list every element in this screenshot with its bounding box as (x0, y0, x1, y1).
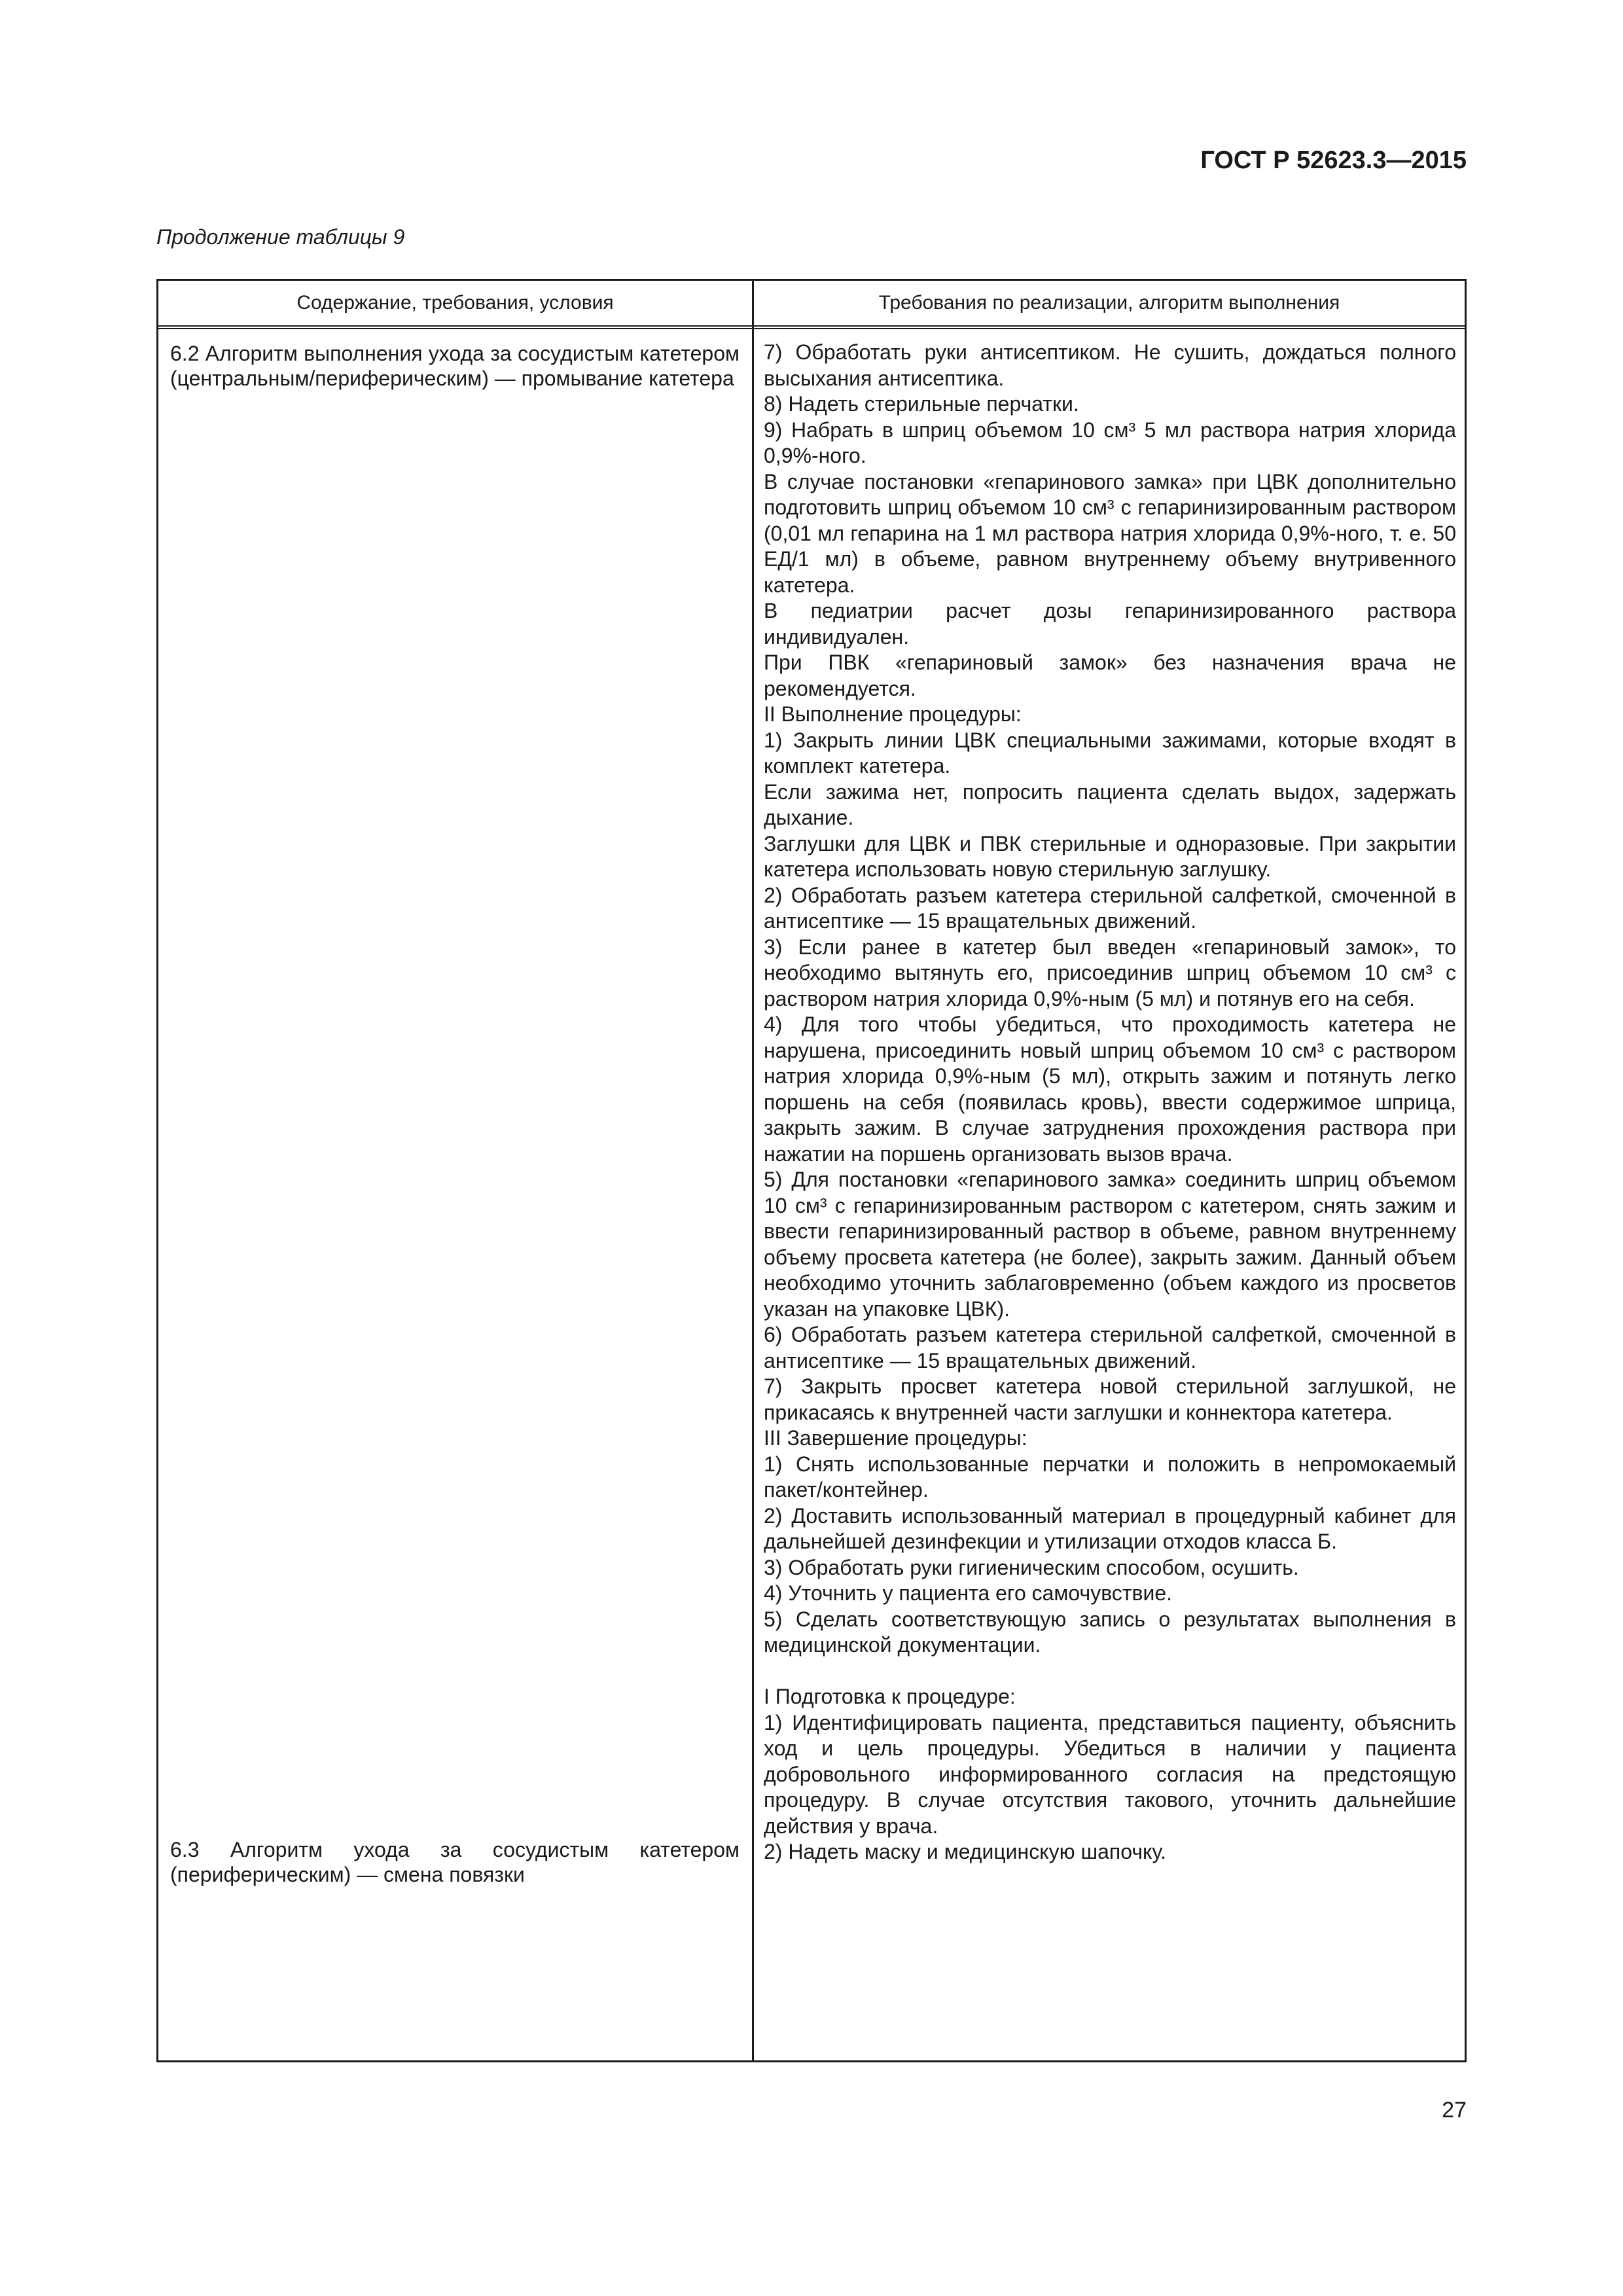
document-code: ГОСТ Р 52623.3—2015 (1200, 147, 1467, 174)
list-item: В случае постановки «гепаринового замка» при ЦВК дополнительно подготовить шприц объемом 10 см³ с гепаринизированным раствором (0,01 мл гепарина на 1 мл раствора натрия хлорида 0,9%-ного, т. е. 50 ЕД/1 мл) в объеме, равном внутреннему объему внутривенного катетера. (764, 469, 1456, 597)
column-header-conditions: Содержание, требования, условия (296, 292, 614, 314)
list-item: 1) Закрыть линии ЦВК специальными зажимами, которые входят в комплект катетера. (764, 728, 1456, 778)
list-item: 1) Идентифицировать пациента, представиться пациенту, объяснить ход и цель процедуры. Убедиться в наличии у пациента добровольного информированного согласия на предстоящую процедуру. В случае отсутствия такового, уточнить дальнейшие действия у врача. (764, 1710, 1456, 1838)
list-item: 2) Обработать разъем катетера стерильной салфеткой, смоченной в антисептике — 15 вращательных движений. (764, 883, 1456, 933)
table-9 (156, 279, 1467, 2062)
list-item: 9) Набрать в шприц объемом 10 см³ 5 мл раствора натрия хлорида 0,9%-ного. (764, 418, 1456, 467)
list-item: 3) Если ранее в катетер был введен «гепариновый замок», то необходимо вытянуть его, присоединив шприц объемом 10 см³ с раствором натрия хлорида 0,9%-ным (5 мл) и потянув его на себя. (764, 935, 1456, 1011)
table-row-label-6-2: 6.2 Алгоритм выполнения ухода за сосудистым катетером (центральным/периферическим) — промывание катетера (170, 342, 740, 390)
list-item: 4) Для того чтобы убедиться, что проходимость катетера не нарушена, присоединить новый шприц объемом 10 см³ с раствором натрия хлорида 0,9%-ным (5 мл), открыть зажим и потянуть легко поршень на себя (появилась кровь), ввести содержимое шприца, закрыть зажим. В случае затруднения прохождения раствора при нажатии на поршень организовать вызов врача. (764, 1013, 1456, 1166)
section-heading: III Завершение процедуры: (764, 1426, 1027, 1450)
column-header-algorithm: Требования по реализации, алгоритм выполнения (878, 292, 1340, 314)
list-item: В педиатрии расчет дозы гепаринизированного раствора индивидуален. (764, 599, 1456, 649)
section-heading: I Подготовка к процедуре: (764, 1685, 1016, 1708)
list-item: 3) Обработать руки гигиеническим способом, осушить. (764, 1555, 1299, 1579)
table-row-label-6-3: 6.3 Алгоритм ухода за сосудистым катетером (периферическим) — смена повязки (170, 1838, 740, 1886)
list-item: 5) Для постановки «гепаринового замка» соединить шприц объемом 10 см³ с гепаринизированным раствором с катетером, снять зажим и ввести гепаринизированный раствор в объеме, равном внутреннему объему просвета катетера (не более), закрыть зажим. Данный объем необходимо уточнить заблаговременно (объем каждого из просветов указан на упаковке ЦВК). (764, 1168, 1456, 1321)
list-item: 2) Доставить использованный материал в процедурный кабинет для дальнейшей дезинфекции и утилизации отходов класса Б. (764, 1503, 1456, 1553)
list-item: Если зажима нет, попросить пациента сделать выдох, задержать дыхание. (764, 780, 1456, 829)
list-item: 1) Снять использованные перчатки и положить в непромокаемый пакет/контейнер. (764, 1452, 1456, 1501)
page-number: 27 (1442, 2098, 1467, 2123)
algorithm-steps (764, 340, 1456, 1865)
list-item: 2) Надеть маску и медицинскую шапочку. (764, 1840, 1167, 1863)
section-heading: II Выполнение процедуры: (764, 702, 1022, 726)
list-item: 8) Надеть стерильные перчатки. (764, 392, 1079, 416)
list-item: 7) Закрыть просвет катетера новой стерильной заглушкой, не прикасаясь к внутренней части заглушки и коннектора катетера. (764, 1374, 1456, 1424)
list-item: При ПВК «гепариновый замок» без назначения врача не рекомендуется. (764, 651, 1456, 700)
table-header (158, 281, 1465, 329)
table-caption: Продолжение таблицы 9 (156, 225, 405, 249)
list-item: Заглушки для ЦВК и ПВК стерильные и одноразовые. При закрытии катетера использовать новую стерильную заглушку. (764, 831, 1456, 881)
list-item: 4) Уточнить у пациента его самочувствие. (764, 1581, 1173, 1605)
list-item: 6) Обработать разъем катетера стерильной салфеткой, смоченной в антисептике — 15 вращательных движений. (764, 1323, 1456, 1372)
list-item: 5) Сделать соответствующую запись о результатах выполнения в медицинской документации. (764, 1607, 1456, 1657)
column-divider (752, 281, 754, 2060)
list-item: 7) Обработать руки антисептиком. Не сушить, дождаться полного высыхания антисептика. (764, 340, 1456, 390)
